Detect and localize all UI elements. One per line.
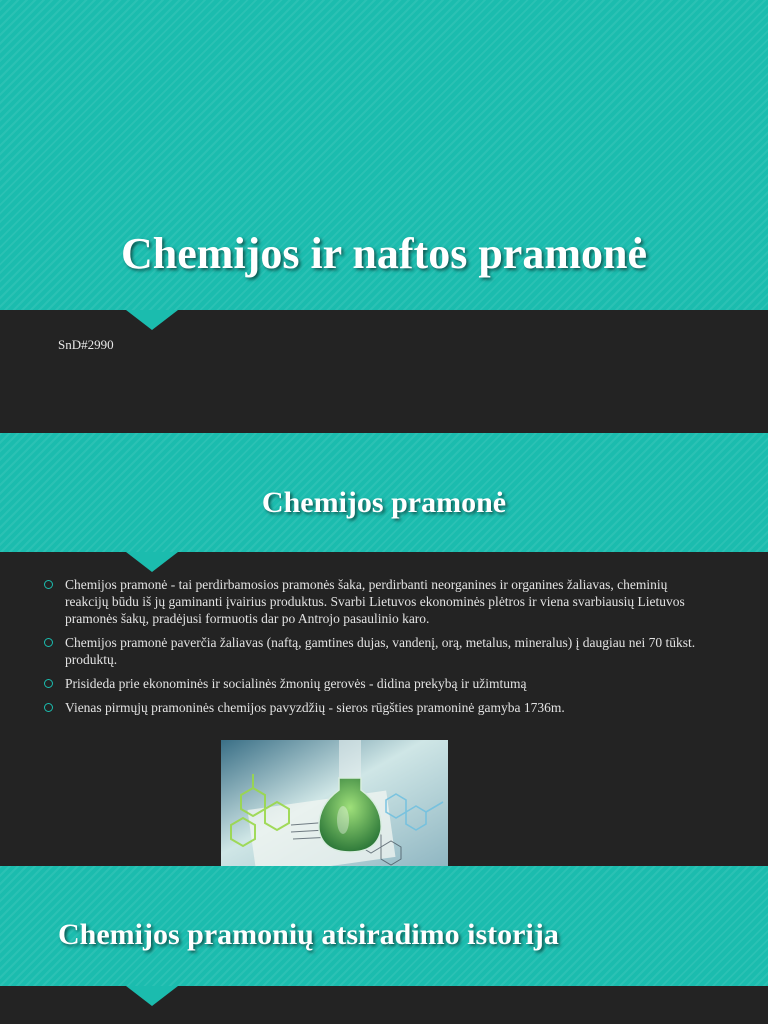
slide3-notch: [126, 986, 178, 1006]
slide2-bullet-list: [44, 576, 704, 723]
slide2-notch: [126, 552, 178, 572]
list-item: [44, 576, 704, 627]
circle-bullet-icon: [44, 580, 53, 589]
slide1-subtitle: SnD#2990: [58, 337, 114, 352]
slide3-title: Chemijos pramonių atsiradimo istorija: [58, 918, 559, 951]
chemistry-flask-image: [221, 740, 448, 867]
bullet-text: Vienas pirmųjų pramoninės chemijos pavyzdžių - sieros rūgšties pramoninė gamyba 1736m.: [65, 700, 565, 715]
list-item: [44, 699, 704, 716]
bullet-text: Chemijos pramonė paverčia žaliavas (naftą, gamtines dujas, vandenį, orą, metalus, mineralus) į daugiau nei 70 tūkst. produktų.: [65, 635, 696, 667]
circle-bullet-icon: [44, 638, 53, 647]
slide3-body: [0, 986, 768, 1024]
list-item: [44, 634, 704, 668]
bullet-text: Chemijos pramonė - tai perdirbamosios pramonės šaka, perdirbanti neorganines ir organines žaliavas, cheminių reakcijų būdu iš jų gaminanti įvairius produktus. Svarbi Lietuvos ekonominės plėtros ir viena svarbiausių Lietuvos pramonės šakų, pradėjusi formuotis dar po Antrojo pasaulinio karo.: [65, 577, 685, 626]
slide2-title: Chemijos pramonė: [261, 486, 507, 519]
circle-bullet-icon: [44, 679, 53, 688]
slide1-body: [0, 310, 768, 433]
circle-bullet-icon: [44, 703, 53, 712]
slide1-notch: [126, 310, 178, 330]
bullet-text: Prisideda prie ekonominės ir socialinės žmonių gerovės - didina prekybą ir užimtumą: [65, 676, 527, 691]
slide1-title: Chemijos ir naftos pramonė: [121, 229, 647, 278]
list-item: [44, 675, 704, 692]
